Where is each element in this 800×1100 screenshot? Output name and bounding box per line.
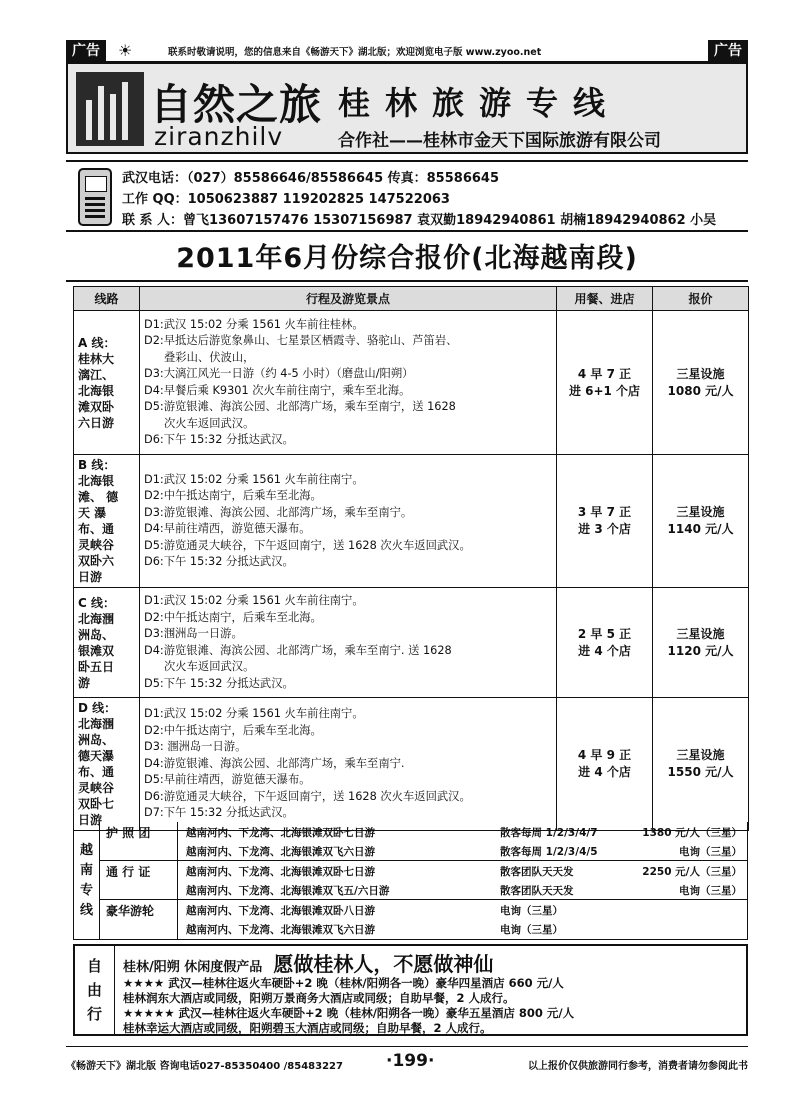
meal-line: 4 早 7 正: [577, 366, 632, 381]
page-title: 2011年6月份综合报价(北海越南段): [66, 236, 748, 282]
price-cell: [653, 588, 749, 698]
itinerary-line: 次火车返回武汉。: [164, 660, 255, 673]
route-cell: [74, 698, 140, 831]
route-line: 桂林大: [78, 351, 115, 366]
row-desc: 越南河内、下龙湾、北海银滩双卧七日游: [186, 866, 375, 878]
route-line: 洲岛、: [78, 733, 115, 747]
row-desc: 越南河内、下龙湾、北海银滩双卧七日游: [186, 827, 375, 839]
itinerary-line: D7:下午 15:32 分抵达武汉。: [144, 806, 294, 820]
label-char: 自: [86, 957, 102, 975]
contact-persons: 联 系 人：曾飞13607157476 15307156987 袁双勤18942940861 胡楠18942940862 小吴: [122, 213, 717, 228]
itinerary-line: 叠彩山、伏波山，: [164, 350, 255, 364]
meal-line: 3 早 7 正: [577, 505, 632, 519]
itinerary-line: D4:早餐后乘 K9301 次火车前往南宁，乘车至北海。: [144, 383, 411, 397]
brand-name: 自然之旅: [150, 80, 323, 129]
footer-disclaimer: 以上报价仅供旅游同行参考，消费者请勿参阅此书: [528, 1061, 748, 1072]
free-travel-header: [123, 948, 493, 977]
meal-line: 进 6+1 个店: [568, 383, 641, 398]
meal-cell: [557, 311, 653, 455]
free-travel-section: [73, 944, 748, 1036]
row-departure: 散客团队天天发: [500, 866, 574, 878]
row-departure: 电询（三星）: [500, 905, 563, 917]
itinerary-line: D2:中午抵达南宁，后乘车至北海。: [144, 723, 322, 737]
itinerary-line: D4:游览银滩、海滨公园、北部湾广场，乘车至南宁.: [144, 756, 405, 770]
price-line: 1550 元/人: [667, 765, 734, 779]
itinerary-line: D1:武汉 15:02 分乘 1561 火车前往南宁。: [144, 707, 364, 721]
contact-qq: 工作 QQ：1050623887 119202825 147522063: [122, 192, 450, 207]
itinerary-cell: [140, 588, 557, 698]
page-footer: [66, 1046, 748, 1072]
itinerary-line: D2:早抵达后游览象鼻山、七星景区栖霞寺、骆驼山、芦笛岩、: [144, 334, 458, 347]
itinerary-line: D5:游览银滩、海滨公园、北部湾广场，乘车至南宁，送 1628: [144, 400, 456, 413]
meal-line: 2 早 5 正: [577, 626, 632, 641]
free-travel-label: [75, 946, 115, 1034]
itinerary-line: D1:武汉 15:02 分乘 1561 火车前往南宁。: [144, 594, 364, 607]
price-cell: [653, 455, 749, 588]
meal-line: 4 早 9 正: [577, 748, 632, 762]
itinerary-line: D6:下午 15:32 分抵达武汉。: [144, 555, 294, 568]
vietnam-row: [100, 900, 748, 919]
ad-label-left: 广告: [66, 40, 106, 62]
price-line: 1140 元/人: [667, 522, 734, 536]
route-line: 日游: [78, 813, 103, 827]
route-line: 北海银: [78, 383, 115, 398]
row-departure: 散客每周 1/2/3/4/5: [500, 846, 598, 858]
route-line: 天 瀑: [78, 506, 107, 520]
header-route: 线路: [74, 287, 140, 311]
page-number: ·199·: [386, 1051, 435, 1071]
route-line: 布、通: [78, 522, 115, 536]
itinerary-line: D5:早前往靖西，游览德天瀑布。: [144, 773, 311, 787]
meal-line: 进 3 个店: [578, 522, 631, 536]
route-line: 日游: [78, 570, 103, 584]
ad-label-right: 广告: [708, 40, 748, 62]
price-cell: [653, 698, 749, 831]
price-line: 三星设施: [676, 505, 725, 519]
contact-block: [66, 160, 748, 232]
route-line: D 线：: [78, 701, 117, 715]
vietnam-row: [100, 919, 748, 938]
label-char: 南: [79, 862, 93, 878]
itinerary-cell: [140, 311, 557, 455]
phone-icon: [78, 168, 112, 226]
route-line: 六日游: [78, 415, 115, 430]
route-line: 德天瀑: [78, 749, 115, 763]
route-line: 灵峡谷: [78, 781, 115, 795]
top-note: 联系时敬请说明，您的信息来自《畅游天下》湖北版；欢迎浏览电子版 www.zyoo.net: [168, 47, 542, 58]
itinerary-line: D4:早前往靖西，游览德天瀑布。: [144, 522, 311, 535]
package-four-star: ★★★★ 武汉—桂林往返火车硬卧+2 晚（桂林/阳朔各一晚）豪华四星酒店 660 元/人: [123, 976, 564, 990]
label-char: 专: [79, 882, 93, 898]
free-travel-slogan: 愿做桂林人，不愿做神仙: [273, 952, 494, 976]
free-travel-subtitle: 桂林/阳朔 休闲度假产品: [123, 960, 263, 975]
partner-company: 合作社——桂林市金天下国际旅游有限公司: [338, 131, 661, 151]
row-desc: 越南河内、下龙湾、北海银滩双飞六日游: [186, 924, 375, 936]
meal-cell: [557, 455, 653, 588]
itinerary-line: D6:下午 15:32 分抵达武汉。: [144, 433, 294, 446]
sun-logo-icon: ☀: [118, 41, 133, 60]
route-line: 洲岛、: [78, 627, 115, 642]
header-meal: 用餐、进店: [557, 287, 653, 311]
brand-logo-icon: [76, 72, 144, 146]
footer-publication: 《畅游天下》湖北版 咨询电话027-85350400 /85483227: [66, 1061, 343, 1072]
row-desc: 越南河内、下龙湾、北海银滩双飞五/六日游: [186, 885, 390, 897]
row-price: 1380 元/人（三星）: [642, 827, 742, 839]
row-category: 护 照 团: [106, 826, 151, 840]
package-five-star: ★★★★★ 武汉—桂林往返火车硬卧+2 晚（桂林/阳朔各一晚）豪华五星酒店 800 元/人: [123, 1006, 575, 1020]
route-line: 滩、 德: [78, 490, 119, 504]
row-departure: 散客团队天天发: [500, 885, 574, 897]
itinerary-line: D3: 涠洲岛一日游。: [144, 740, 247, 754]
row-price: 2250 元/人（三星）: [642, 866, 742, 878]
row-departure: 电询（三星）: [500, 924, 563, 936]
route-line: 滩双卧: [78, 399, 115, 414]
route-line: 漓江、: [78, 367, 115, 382]
price-cell: [653, 311, 749, 455]
meal-cell: [557, 588, 653, 698]
itinerary-line: D5:游览通灵大峡谷，下午返回南宁，送 1628 次火车返回武汉。: [144, 538, 471, 552]
itinerary-line: D3:涠洲岛一日游。: [144, 627, 243, 640]
table-header-row: [74, 287, 749, 311]
vietnam-row: [100, 880, 748, 899]
route-line: 双卧六: [78, 554, 115, 568]
header-price: 报价: [653, 287, 749, 311]
route-line: 双卧七: [78, 797, 115, 811]
itinerary-line: 次火车返回武汉。: [164, 416, 255, 430]
price-line: 三星设施: [676, 748, 725, 762]
price-line: 1120 元/人: [667, 643, 734, 658]
meal-line: 进 4 个店: [578, 765, 631, 779]
route-line: 布、通: [78, 765, 115, 779]
row-price: 电询（三星）: [679, 885, 742, 897]
itinerary-line: D6:游览通灵大峡谷，下午返回南宁，送 1628 次火车返回武汉。: [144, 789, 471, 803]
table-row: [74, 698, 749, 831]
label-char: 行: [86, 1005, 102, 1023]
table-row: [74, 455, 749, 588]
route-line: 卧五日: [78, 659, 115, 674]
route-cell: [74, 455, 140, 588]
label-char: 由: [86, 981, 102, 999]
price-line: 三星设施: [676, 366, 725, 381]
itinerary-line: D5:下午 15:32 分抵达武汉。: [144, 676, 294, 690]
row-desc: 越南河内、下龙湾、北海银滩双卧八日游: [186, 905, 375, 917]
brand-pinyin: ziranzhilv: [154, 122, 284, 151]
vietnam-routes: [73, 822, 748, 940]
route-cell: [74, 311, 140, 455]
package-four-star-hotels: 桂林润东大酒店或同级，阳朔万景商务大酒店或同级；自助早餐，2 人成行。: [123, 991, 515, 1005]
header-itinerary: 行程及游览景点: [140, 287, 557, 311]
vietnam-row: [100, 822, 748, 841]
meal-cell: [557, 698, 653, 831]
table-row: [74, 311, 749, 455]
vietnam-row: [100, 861, 748, 880]
row-departure: 散客每周 1/2/3/4/7: [500, 827, 598, 839]
route-line: 游: [78, 675, 91, 690]
itinerary-cell: [140, 698, 557, 831]
vietnam-row: [100, 841, 748, 860]
itinerary-cell: [140, 455, 557, 588]
banner-title: 桂林旅游专线: [338, 84, 621, 122]
price-table: [73, 286, 749, 831]
itinerary-line: D2:中午抵达南宁，后乘车至北海。: [144, 610, 322, 624]
route-line: A 线：: [78, 335, 116, 350]
itinerary-line: D1:武汉 15:02 分乘 1561 火车前往南宁。: [144, 472, 364, 486]
row-price: 电询（三星）: [679, 846, 742, 858]
label-char: 线: [79, 902, 93, 918]
package-five-star-hotels: 桂林幸运大酒店或同级，阳朔碧玉大酒店或同级；自助早餐，2 人成行。: [123, 1021, 492, 1035]
route-line: 灵峡谷: [78, 538, 115, 552]
contact-phone: 武汉电话：（027）85586646/85586645 传真：85586645: [122, 171, 500, 186]
price-line: 1080 元/人: [667, 383, 734, 398]
brand-banner: [66, 62, 748, 154]
itinerary-line: D1:武汉 15:02 分乘 1561 火车前往桂林。: [144, 317, 364, 331]
itinerary-line: D4:游览银滩、海滨公园、北部湾广场，乘车至南宁. 送 1628: [144, 643, 452, 657]
itinerary-line: D2:中午抵达南宁，后乘车至北海。: [144, 489, 322, 502]
route-line: 银滩双: [78, 643, 115, 658]
label-char: 越: [79, 842, 93, 858]
row-desc: 越南河内、下龙湾、北海银滩双飞六日游: [186, 846, 375, 858]
route-line: B 线：: [78, 458, 116, 472]
route-line: 北海涠: [78, 611, 115, 626]
vietnam-label: [74, 822, 100, 939]
route-line: C 线：: [78, 595, 115, 610]
table-row: [74, 588, 749, 698]
price-line: 三星设施: [676, 626, 725, 641]
route-cell: [74, 588, 140, 698]
itinerary-line: D3:大漓江风光一日游（约 4-5 小时）（磨盘山/阳朔）: [144, 367, 414, 380]
row-category: 通 行 证: [106, 865, 151, 879]
route-line: 北海银: [78, 474, 115, 488]
row-category: 豪华游轮: [106, 904, 155, 918]
route-line: 北海涠: [78, 717, 115, 731]
itinerary-line: D3:游览银滩、海滨公园、北部湾广场，乘车至南宁。: [144, 505, 413, 519]
top-ad-strip: [66, 40, 748, 62]
meal-line: 进 4 个店: [578, 643, 631, 658]
